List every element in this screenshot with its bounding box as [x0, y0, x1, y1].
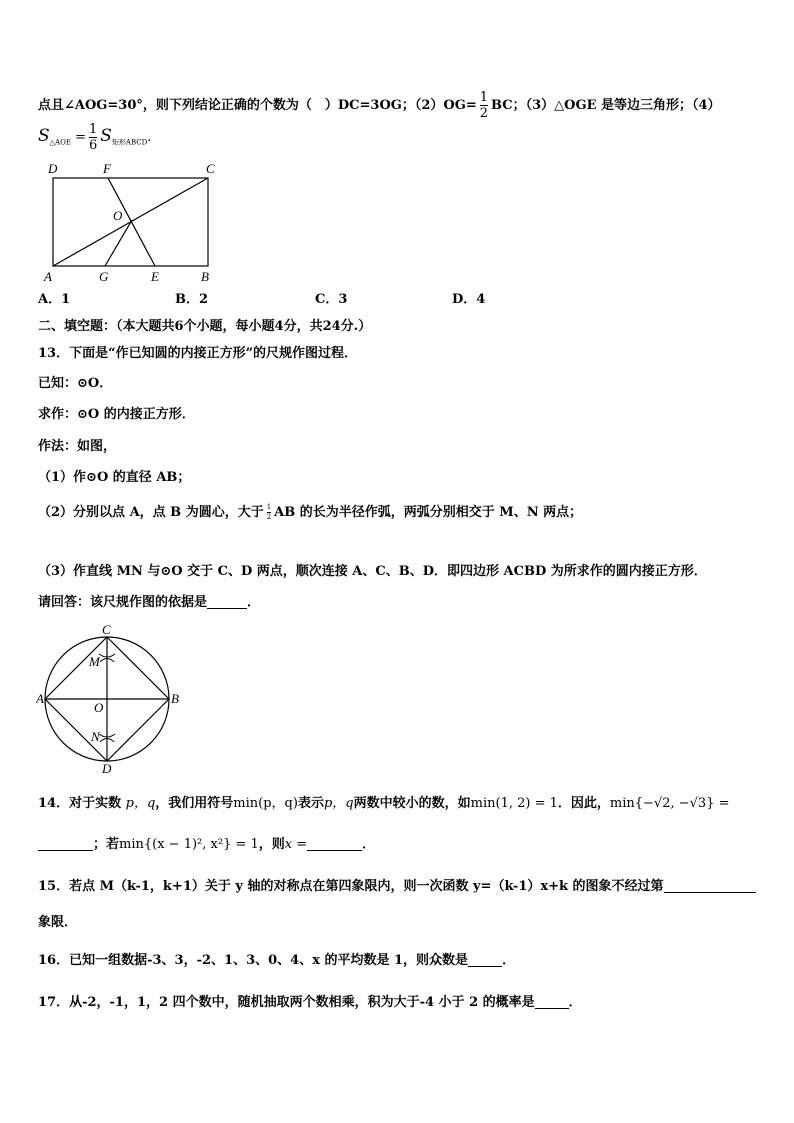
- choice-b: B．2: [175, 292, 209, 307]
- q14-min3: min{−√2, −√3} =: [609, 796, 730, 811]
- q16-text: 16．已知一组数据-3、3，-2、1、3、0、4、x 的平均数是 1，则众数是: [38, 953, 469, 968]
- q17-blank[interactable]: [535, 1008, 569, 1009]
- area-frac-num: 1: [89, 122, 98, 137]
- q13-line2: 已知：⊙O．: [38, 376, 113, 391]
- q16-line: [38, 954, 515, 967]
- q13-line1: 13．下面是“作已知圆的内接正方形”的尺规作图过程．: [38, 346, 358, 361]
- q14-e: ．因此，: [557, 796, 610, 811]
- q13-l8: 请回答：该尺规作图的依据是: [38, 595, 208, 610]
- q14-pq2: p，q: [323, 796, 354, 811]
- q14-c: 表示: [297, 796, 324, 811]
- label-c: C: [206, 161, 215, 176]
- q13-line8: [38, 596, 260, 609]
- q15-line2: 象限．: [38, 915, 78, 930]
- q16-end: ．: [502, 953, 516, 968]
- label-n: N: [91, 729, 100, 744]
- q13-answer-blank[interactable]: [207, 608, 247, 609]
- area-fraction: [89, 122, 97, 153]
- q14-blank2[interactable]: [307, 850, 362, 851]
- label-a2: A: [36, 691, 44, 706]
- q13-frac-num: 1: [266, 503, 272, 511]
- q13-l6b: AB 的长为半径作弧，两弧分别相交于 M、N 两点；: [274, 505, 583, 520]
- area-s2: S: [100, 126, 112, 146]
- q13-line5: （1）作⊙O 的直径 AB；: [38, 470, 191, 485]
- q15-line1: [38, 880, 756, 893]
- label-a: A: [44, 269, 52, 284]
- label-b2: B: [171, 691, 179, 706]
- choice-c: C．3: [315, 292, 348, 307]
- label-d: D: [48, 161, 58, 176]
- q17-line: [38, 996, 582, 1009]
- q12-line1: [38, 90, 721, 121]
- q14-xeq: x =: [284, 837, 308, 852]
- area-end: .: [147, 130, 152, 145]
- q14-b: ，我们用符号: [155, 796, 234, 811]
- q15-blank[interactable]: [664, 892, 756, 893]
- q12-fraction: [480, 90, 488, 121]
- q13-l6a: （2）分别以点 A，点 B 为圆心，大于: [38, 505, 264, 520]
- label-g: G: [99, 269, 109, 284]
- q12-frac-num: 1: [479, 90, 489, 105]
- q14-f: ；若: [93, 837, 120, 852]
- q12-frac-den: 2: [479, 106, 489, 121]
- section-heading: 二、填空题：（本大题共6个小题，每小题4分，共24分.）: [38, 319, 372, 334]
- q14-min1: min(p，q): [233, 796, 298, 811]
- rectangle-figure: [38, 158, 228, 286]
- q15-text: 15．若点 M（k-1，k+1）关于 y 轴的对称点在第四象限内，则一次函数 y=（k-1）x+k 的图象不经过第: [38, 879, 664, 894]
- label-f: F: [103, 161, 111, 176]
- q13-line6: [38, 503, 582, 522]
- q12-area-formula: [38, 122, 151, 153]
- q14-h: ．: [362, 837, 376, 852]
- area-frac-den: 6: [89, 138, 98, 153]
- label-d2: D: [102, 761, 112, 775]
- choice-d: D．4: [452, 292, 486, 307]
- q12-text-a: 点且∠AOG=30°，则下列结论正确的个数为（ ）DC=3OG；（2）OG=: [38, 98, 477, 113]
- q13-frac-den: 2: [266, 513, 272, 521]
- q14-d: 两数中较小的数，如: [353, 796, 471, 811]
- area-sub2: 矩形ABCD: [111, 138, 148, 147]
- circle-square-figure: [36, 620, 186, 775]
- area-sub1: △AOE: [49, 138, 71, 147]
- q17-end: ．: [568, 995, 582, 1010]
- area-s1: S: [38, 126, 50, 146]
- q13-line4: 作法：如图，: [38, 439, 117, 454]
- q14-blank1[interactable]: [38, 850, 93, 851]
- label-o2: O: [94, 700, 104, 715]
- q14-pq1: p，q: [125, 796, 156, 811]
- q16-blank[interactable]: [468, 966, 502, 967]
- q17-text: 17．从-2，-1，1，2 四个数中，随机抽取两个数相乘，积为大于-4 小于 2 的概率是: [38, 995, 535, 1010]
- choice-a: A．1: [38, 292, 71, 307]
- q14-line1: [38, 797, 730, 810]
- label-e: E: [151, 269, 159, 284]
- q14-line2: [38, 838, 375, 851]
- label-m: M: [89, 654, 100, 669]
- q13-line7: （3）作直线 MN 与⊙O 交于 C、D 两点，顺次连接 A、C、B、D．即四边形 ACBD 为所求作的圆内接正方形．: [38, 564, 707, 579]
- q14-g: ，则: [258, 837, 285, 852]
- q14-a: 14．对于实数: [38, 796, 122, 811]
- q13-line3: 求作：⊙O 的内接正方形．: [38, 407, 195, 422]
- q13-l8end: ．: [247, 595, 261, 610]
- q13-half-fraction: [267, 503, 271, 522]
- q14-min4: min{(x − 1)², x²} = 1: [119, 837, 259, 852]
- label-c2: C: [102, 622, 111, 637]
- label-o: O: [113, 208, 123, 223]
- q14-min2: min(1, 2) = 1: [470, 796, 558, 811]
- q12-text-b: BC；（3）△OGE 是等边三角形；（4）: [491, 98, 721, 113]
- area-eq: =: [75, 130, 86, 145]
- label-b: B: [201, 269, 209, 284]
- line-og: [105, 220, 132, 266]
